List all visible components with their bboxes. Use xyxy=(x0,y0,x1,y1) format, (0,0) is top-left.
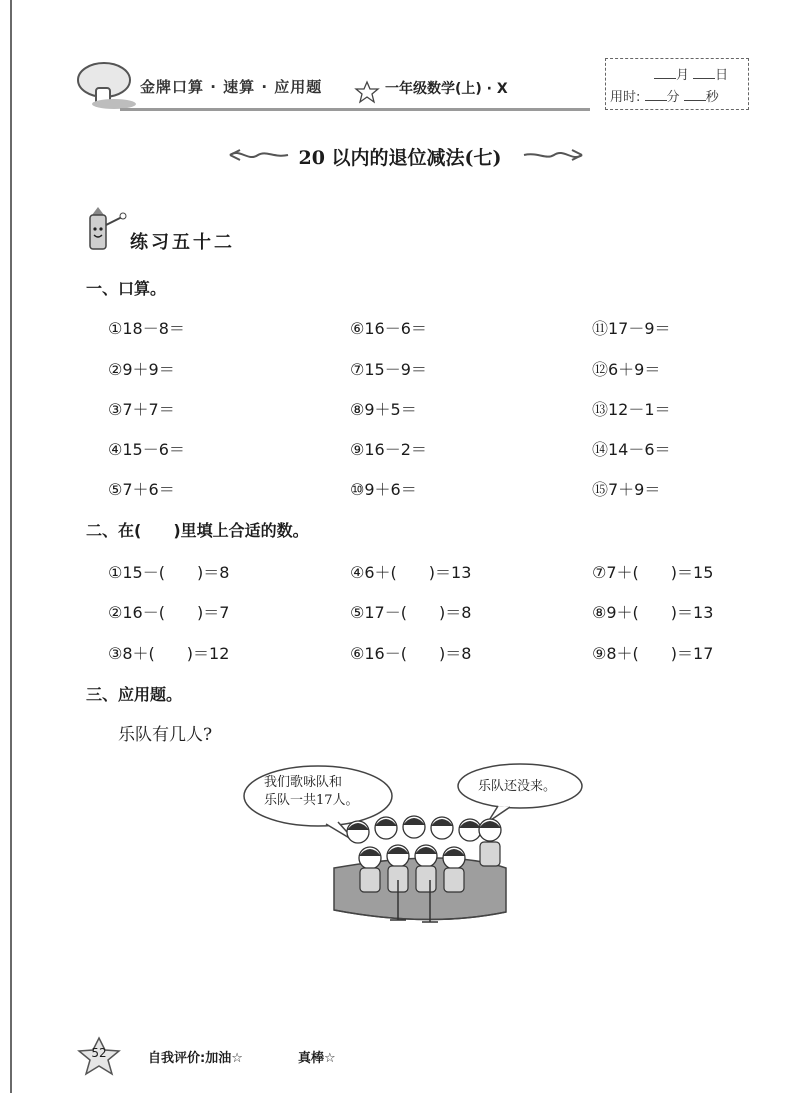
fill-problem: ⑨8＋( )＝17 xyxy=(592,644,714,663)
star-outline-icon xyxy=(354,80,380,104)
header-book-title: 一年级数学(上) · X xyxy=(385,81,508,97)
section-fill-heading: 二、在( )里填上合适的数。 xyxy=(86,521,309,540)
oral-problem: ⑪17－9＝ xyxy=(592,319,671,338)
oral-problem: ⑥16－6＝ xyxy=(350,319,427,338)
fill-problem: ①15－( )＝8 xyxy=(108,563,230,582)
month-label: 月 xyxy=(676,68,690,83)
section-oral-heading: 一、口算。 xyxy=(86,279,167,298)
oral-problem: ⑫6＋9＝ xyxy=(592,360,661,379)
speech-bubble-left-line2: 乐队一共17人。 xyxy=(264,793,359,808)
oral-problem: ⑭14－6＝ xyxy=(592,440,671,459)
time-used-label: 用时: xyxy=(610,90,641,105)
second-label: 秒 xyxy=(705,90,719,105)
minute-label: 分 xyxy=(666,90,680,105)
fill-problem: ⑤17－( )＝8 xyxy=(350,603,472,622)
lesson-title: 20 以内的退位减法(七) xyxy=(298,147,502,169)
oral-problem: ⑦15－9＝ xyxy=(350,360,427,379)
oral-problem: ⑧9＋5＝ xyxy=(350,400,417,419)
word-problem-question: 乐队有几人? xyxy=(118,725,213,745)
pencil-mascot-icon xyxy=(80,205,130,255)
self-evaluation-label: 自我评价:加油☆ xyxy=(148,1051,243,1066)
fill-problem: ③8＋( )＝12 xyxy=(108,644,230,663)
section-word-heading: 三、应用题。 xyxy=(86,685,183,704)
header-underline xyxy=(120,108,590,111)
great-label: 真棒☆ xyxy=(298,1051,336,1066)
fill-problem: ②16－( )＝7 xyxy=(108,603,230,622)
time-record-box xyxy=(605,58,749,110)
page-number: 52 xyxy=(91,1046,107,1060)
oral-problem: ③7＋7＝ xyxy=(108,400,175,419)
speech-bubble-right: 乐队还没来。 xyxy=(478,779,557,794)
fill-problem: ⑦7＋( )＝15 xyxy=(592,563,714,582)
exercise-heading: 练习五十二 xyxy=(130,232,235,253)
mushroom-icon xyxy=(74,58,140,114)
oral-problem: ②9＋9＝ xyxy=(108,360,175,379)
oral-problem: ⑤7＋6＝ xyxy=(108,480,175,499)
fill-problem: ⑥16－( )＝8 xyxy=(350,644,472,663)
oral-problem: ①18－8＝ xyxy=(108,319,185,338)
oral-problem: ④15－6＝ xyxy=(108,440,185,459)
fill-problem: ④6＋( )＝13 xyxy=(350,563,472,582)
oral-problem: ⑬12－1＝ xyxy=(592,400,671,419)
title-ornament-right xyxy=(522,146,584,164)
oral-problem: ⑨16－2＝ xyxy=(350,440,427,459)
fill-problem: ⑧9＋( )＝13 xyxy=(592,603,714,622)
oral-problem: ⑩9＋6＝ xyxy=(350,480,417,499)
oral-problem: ⑮7＋9＝ xyxy=(592,480,661,499)
day-label: 日 xyxy=(715,68,729,83)
header-series-title: 金牌口算 · 速算 · 应用题 xyxy=(140,78,323,96)
speech-bubble-left-line1: 我们歌咏队和 xyxy=(264,775,343,790)
